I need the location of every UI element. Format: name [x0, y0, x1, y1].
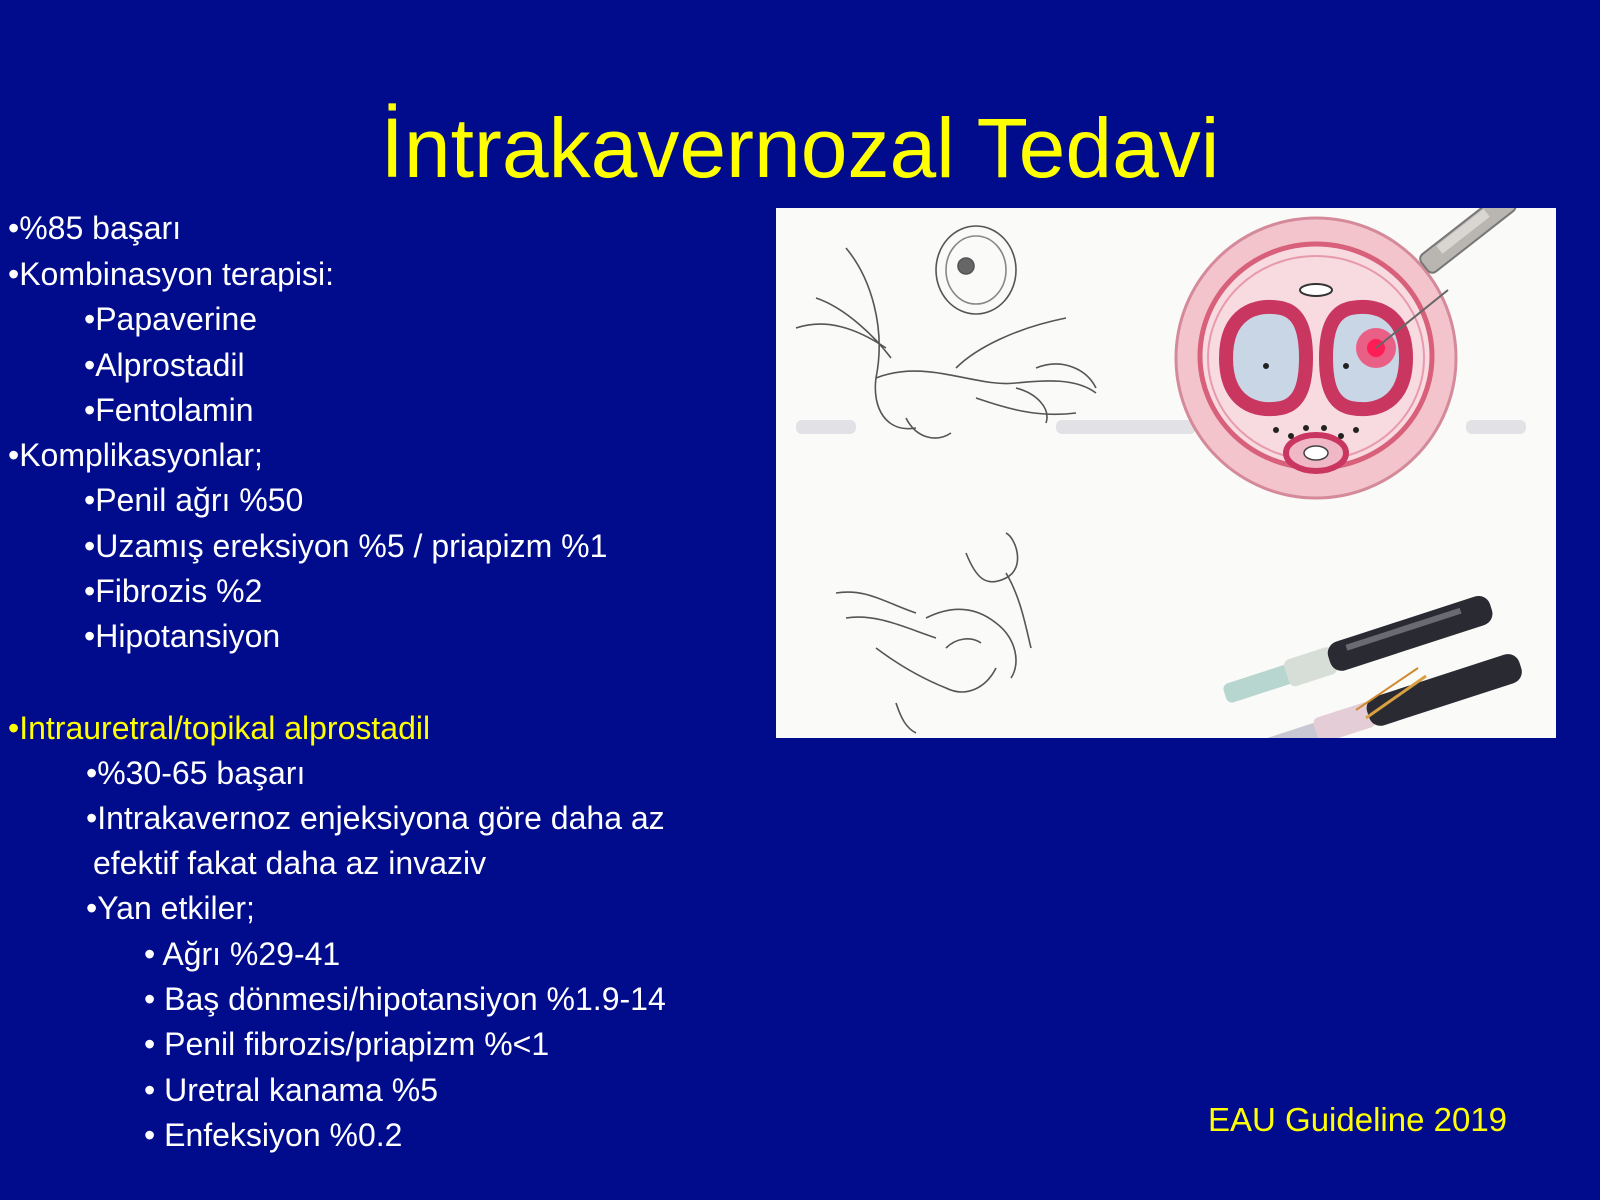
bullet-line: • Penil fibrozis/priapizm %<1	[144, 1026, 550, 1062]
bullet-line: •%85 başarı	[8, 210, 182, 246]
bullet-line: •Papaverine	[84, 301, 258, 337]
bullet-line: • Baş dönmesi/hipotansiyon %1.9-14	[144, 981, 666, 1017]
bullet-line: •Kombinasyon terapisi:	[8, 256, 335, 292]
injection-illustration	[776, 208, 1556, 738]
bullet-line: efektif fakat daha az invaziv	[93, 845, 487, 881]
bullet-line: •Hipotansiyon	[84, 618, 281, 654]
bullet-line: •Alprostadil	[84, 347, 245, 383]
source-citation: EAU Guideline 2019	[1208, 1101, 1508, 1138]
hand-sketch-icon	[836, 533, 1031, 733]
bullet-line: •Uzamış ereksiyon %5 / priapizm %1	[84, 528, 608, 564]
bullet-line: •%30-65 başarı	[86, 755, 306, 791]
bullet-line: • Ağrı %29-41	[144, 936, 341, 972]
injection-sketch-icon	[796, 226, 1096, 438]
bullet-line: •Penil ağrı %50	[84, 482, 304, 518]
penis-cross-section-icon	[1176, 218, 1456, 498]
bullet-line: •Yan etkiler;	[86, 890, 255, 926]
bullet-line: • Uretral kanama %5	[144, 1072, 438, 1108]
bullet-line: •Fentolamin	[84, 392, 254, 428]
bullet-line: •Intrakavernoz enjeksiyona göre daha az	[86, 800, 665, 836]
injection-pens-icon	[1220, 593, 1525, 738]
bullet-line-highlight: •Intrauretral/topikal alprostadil	[8, 710, 431, 746]
bullet-line: • Enfeksiyon %0.2	[144, 1117, 403, 1153]
slide-title: İntrakavernozal Tedavi	[380, 101, 1220, 195]
bullet-line: •Fibrozis %2	[84, 573, 263, 609]
bullet-line: •Komplikasyonlar;	[8, 437, 263, 473]
